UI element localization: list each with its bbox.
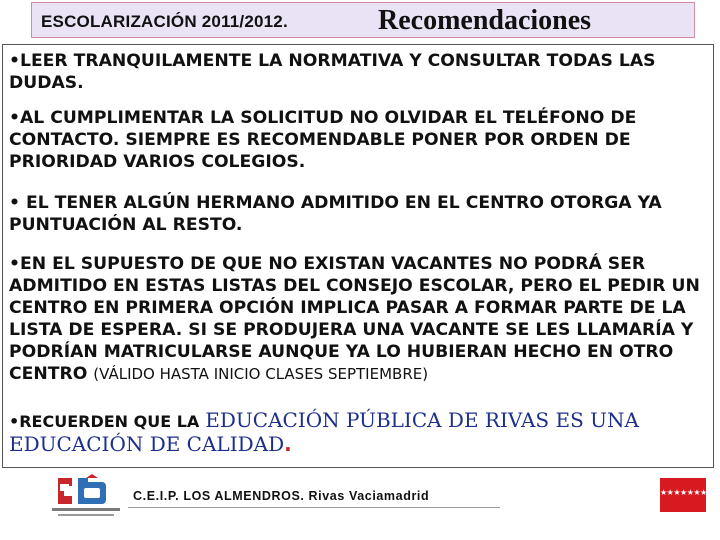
recommendation-5-lead: •RECUERDEN QUE LA: [9, 412, 200, 431]
recommendation-3: • EL TENER ALGÚN HERMANO ADMITIDO EN EL CENTRO OTORGA YA PUNTUACIÓN AL RESTO.: [9, 193, 662, 235]
footer-divider: [128, 507, 500, 508]
title-banner: [31, 2, 695, 38]
page-subtitle: ESCOLARIZACIÓN 2011/2012.: [41, 12, 288, 31]
recommendation-4-text: •EN EL SUPUESTO DE QUE NO EXISTAN VACANTES NO PODRÁ SER ADMITIDO EN ESTAS LISTAS DEL CONSEJO ESCOLAR, PERO EL PEDIR UN CENTRO EN PRIMERA OPCIÓN IMPLICA PASAR A FORMAR PARTE DE LA LISTA DE ESPERA. SI SE PRODUJERA UNA VACANTE SE LES LLAMARÍA Y PODRÍAN MATRICULARSE AUNQUE YA LO HUBIERAN HECHO EN OTRO CENTRO: [9, 254, 700, 384]
recommendation-5-period: .: [284, 432, 292, 456]
recommendation-2: •AL CUMPLIMENTAR LA SOLICITUD NO OLVIDAR EL TELÉFONO DE CONTACTO. SIEMPRE ES RECOMENDABLE PONER POR ORDEN DE PRIORIDAD VARIOS COLEGIOS.: [9, 108, 637, 172]
page-title: Recomendaciones: [378, 5, 592, 36]
recommendation-5: [9, 409, 711, 457]
recommendation-4: [9, 253, 711, 385]
school-name: C.E.I.P. LOS ALMENDROS. Rivas Vaciamadrid: [133, 489, 430, 503]
madrid-flag-icon: [660, 478, 706, 512]
bilingual-schools-logo: [48, 472, 124, 522]
recommendations-panel: [2, 44, 714, 468]
recommendation-1: •LEER TRANQUILAMENTE LA NORMATIVA Y CONSULTAR TODAS LAS DUDAS.: [9, 51, 656, 93]
recommendation-5-emphasis: EDUCACIÓN PÚBLICA DE RIVAS ES UNA EDUCACIÓN DE CALIDAD: [9, 408, 639, 456]
flag-stars: ★★★★★★★: [660, 488, 707, 497]
recommendation-4-note: (VÁLIDO HASTA INICIO CLASES SEPTIEMBRE): [93, 365, 429, 383]
